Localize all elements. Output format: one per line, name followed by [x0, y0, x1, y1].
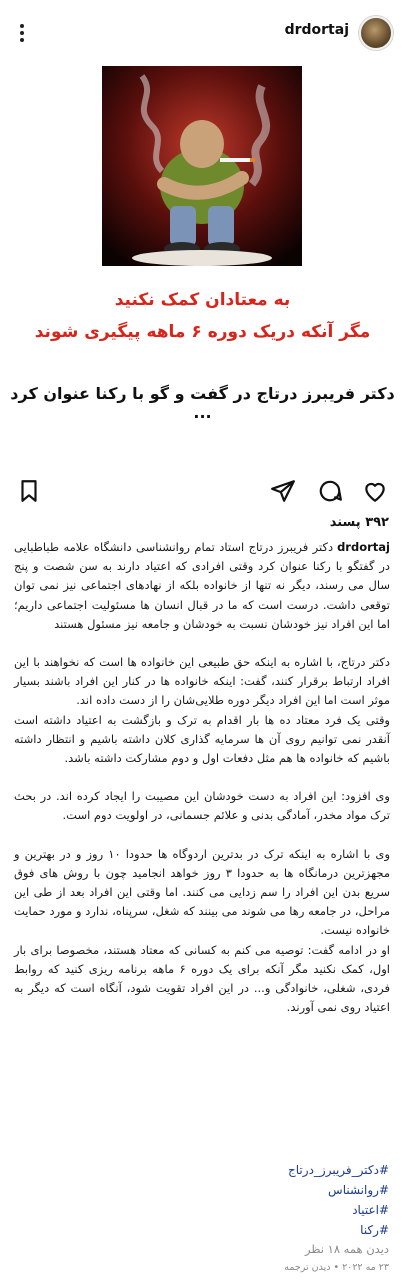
send-icon[interactable] — [270, 478, 296, 504]
dot — [20, 31, 24, 35]
more-vertical-icon[interactable] — [12, 18, 32, 48]
hashtag-link[interactable]: #اعتیاد — [352, 1203, 389, 1217]
caption-paragraph-1 — [14, 538, 390, 634]
headline-line-1: به معتادان کمک نکنید — [114, 290, 291, 310]
post-illustration — [102, 66, 302, 266]
post-header — [0, 0, 405, 66]
caption-text-1: دکتر فریبرز درتاج استاد تمام روانشناسی دانشگاه علامه طباطبایی در گفتگو با رکنا عنوان کرد وقتی افرادی که اعتیاد دارند به سن شصت و پنج سال می رسند، دیگر نه تنها از خانواده بلکه از نهادهای اجتماعی نیز نمی توان توقعی داشت. درست است که ما در قبال انسان ها مسئولیت اجتماعی داریم؛ اما این افراد نیز خودشان نسبت به خودشان و جامعه نیز مسئول هستند — [14, 540, 390, 631]
dot — [20, 24, 24, 28]
smoker-illustration — [102, 66, 302, 266]
caption-paragraph-6: او در ادامه گفت: توصیه می کنم به کسانی که معتاد هستند، مخصوصا برای بار اول، کمک نکنید مگر آنکه برای یک دوره ۶ ماهه برنامه ریزی کنید که روابط فردی، شغلی، خانوادگی و... در این افراد تقویت شود، آنگاه است که دیگر به اعتیاد روی نمی آورند. — [14, 942, 390, 1015]
caption-paragraph-3: وقتی یک فرد معتاد ده ها بار اقدام به ترک و بازگشت به اعتیاد داشته است آنقدر نمی توانیم روی آن ها سرمایه گذاری کلان داشته باشیم و انتظار داشته باشیم که خانواده ها هم مثل دفعات اول و دوم مشارکت داشته باشد. — [14, 712, 390, 766]
dot — [20, 38, 24, 42]
view-all-comments[interactable]: دیدن همه ۱۸ نظر — [305, 1242, 389, 1256]
bookmark-icon[interactable] — [16, 478, 42, 504]
post-actions — [0, 470, 405, 512]
headline-line-2: مگر آنکه دریک دوره ۶ ماهه پیگیری شوند — [34, 322, 371, 342]
comment-icon[interactable] — [317, 478, 343, 504]
hashtag-link[interactable]: #روانشناس — [328, 1183, 389, 1197]
caption-paragraph-5: وی با اشاره به اینکه ترک در بدترین اردوگاه ها حدودا ۱۰ روز و در بهترین و مجهزترین درمانگاه ها به حدودا ۳ روز خواهد انجامید چون با روش های فوق سریع بدن این افراد را سم زدایی می کنند. اما وقتی این افراد بعد از طی این مراحل، در جامعه رها می شوند می بینند که شغل، سرپناه، ندارد و مورد حمایت خانواده نیست. — [14, 846, 390, 938]
caption-username[interactable]: drdortaj — [337, 540, 390, 554]
hashtags — [288, 1160, 389, 1240]
headline-line-3: دکتر فریبرز درتاج در گفت و گو با رکنا عنوان کرد ... — [10, 384, 395, 422]
hashtag-link[interactable]: #دکتر_فریبرز_درتاج — [288, 1163, 389, 1177]
caption-paragraph-4: وی افزود: این افراد به دست خودشان این مصیبت را ایجاد کرده اند. در بحث ترک مواد مخدر، آمادگی بدنی و علائم جسمانی، در اولویت دوم است. — [14, 789, 390, 823]
avatar[interactable] — [359, 16, 393, 50]
post-image[interactable] — [0, 66, 405, 466]
heart-icon[interactable] — [362, 478, 388, 504]
post-caption — [14, 538, 390, 1036]
post-date: ۲۳ مه ۲۰۲۲ • دیدن ترجمه — [284, 1262, 389, 1273]
post-username[interactable]: drdortaj — [284, 22, 349, 38]
hashtag-link[interactable]: #رکنا — [360, 1223, 389, 1237]
caption-paragraph-2: دکتر درتاج، با اشاره به اینکه حق طبیعی این خانواده ها است که نخواهند با این افراد ارتباط برقرار کنند، گفت: اینکه خانواده ها در کنار این افراد باشند بسیار موثر است اما این افراد دیگر دوره طلایی‌شان را از دست داده اند. — [14, 655, 390, 708]
likes-count[interactable]: ۳۹۲ پسند — [329, 515, 389, 530]
